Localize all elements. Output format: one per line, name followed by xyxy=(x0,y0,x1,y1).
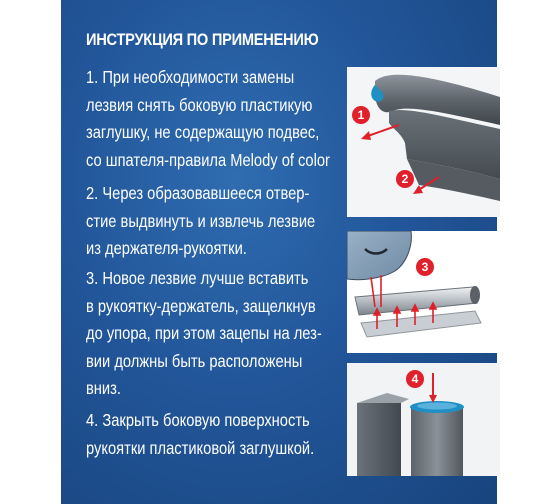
spatula-end-illustration xyxy=(347,67,500,217)
step-1-line: заглушку, не содержащую подвес, xyxy=(86,122,320,143)
instruction-title: ИНСТРУКЦИЯ ПО ПРИМЕНЕНИЮ xyxy=(86,30,319,49)
svg-text:2: 2 xyxy=(401,172,409,186)
side-cap-illustration xyxy=(347,363,500,476)
step-1-line: лезвия снять боковую пластикую xyxy=(86,94,313,115)
step-1-line: со шпателя-правила Melody of color xyxy=(86,149,330,170)
photo-close-cap xyxy=(347,363,500,476)
step-3-line: 3. Новое лезвие лучше вставить xyxy=(86,268,309,288)
step-3-line: вниз. xyxy=(86,378,121,399)
svg-text:1: 1 xyxy=(357,108,365,122)
step-3-line: вии должны быть расположены xyxy=(86,350,303,371)
svg-text:3: 3 xyxy=(421,260,429,274)
step-2 xyxy=(86,180,315,263)
photo-remove-end-cap xyxy=(347,67,500,217)
svg-text:4: 4 xyxy=(411,372,419,386)
photo-insert-blade xyxy=(347,231,500,353)
step-2-line: 2. Через образовавшееся отвер- xyxy=(86,183,310,203)
step-4-line: рукоятки пластиковой заглушкой. xyxy=(86,437,315,458)
step-1-line: 1. При необходимости замены xyxy=(86,67,295,87)
step-2-line: стие выдвинуть и извлечь лезвие xyxy=(86,210,316,231)
step-3 xyxy=(86,265,322,403)
step-4 xyxy=(86,407,314,462)
step-3-line: до упора, при этом зацепы на лез- xyxy=(86,323,322,344)
step-1 xyxy=(86,64,330,174)
blade-insertion-illustration xyxy=(347,231,500,353)
step-3-line: в рукоятку-держатель, защелкнув xyxy=(86,295,316,316)
step-2-line: из держателя-рукоятки. xyxy=(86,238,247,259)
step-4-line: 4. Закрыть боковую поверхность xyxy=(86,410,310,430)
